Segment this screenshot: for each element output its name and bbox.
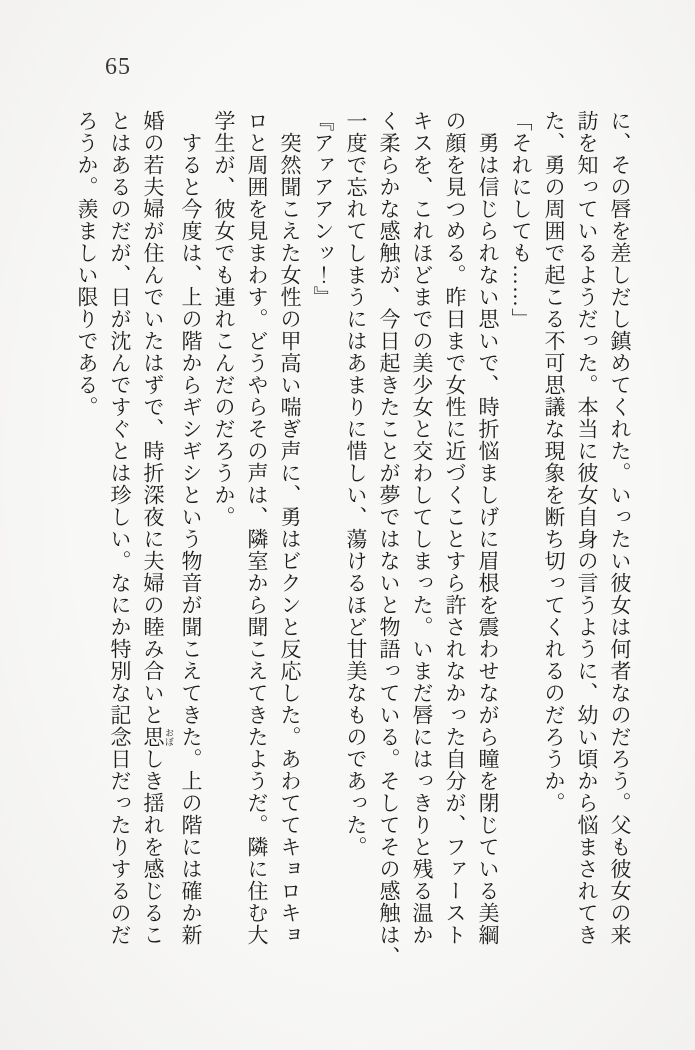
text-line: 勇は信じられない思いで、時折悩ましげに眉根を震わせながら瞳を閉じている美綱 [476,110,500,946]
text-line: 学生が、彼女でも連れこんだのだろうか。 [212,110,236,528]
text-line: の顔を見つめる。昨日まで女性に近づくことすら許されなかった自分が、ファースト [443,110,467,946]
text-line: 「それにしても……」 [509,110,533,330]
text-line: 婚の若夫婦が住んでいたはずで、時折深夜に夫婦の睦み合いと思 おぼしき揺れを感じるこ [141,110,174,946]
text-line: すると今度は、上の階からギシギシという物音が聞こえてきた。上の階には確か新 [179,110,203,946]
text-line: ロと周囲を見まわす。どうやらその声は、隣室から聞こえてきたようだ。隣に住む大 [245,110,269,946]
text-line: た、勇の周囲で起こる不可思議な現象を断ち切ってくれるのだろうか。 [542,110,566,814]
text-line: に、その唇を差しだし鎮めてくれた。いったい彼女は何者なのだろう。父も彼女の来 [608,110,632,946]
page-text [70,110,636,968]
text-line: とはあるのだが、日が沈んですぐとは珍しい。なにか特別な記念日だったりするのだ [108,110,132,946]
text-line: 突然聞こえた女性の甲高い喘ぎ声に、勇はビクンと反応した。あわててキョロキョ [278,110,302,946]
text-line: 訪を知っているようだった。本当に彼女自身の言うように、幼い頃から悩まされてき [575,110,599,946]
text-line: く柔らかな感触が、今日起きたことが夢ではないと物語っている。そしてその感触は、 [377,110,401,968]
furigana-ruby: 思 おぼ [141,726,174,748]
page-number: 65 [105,54,131,80]
text-line: 一度で忘れてしまうにはあまりに惜しい、蕩けるほど甘美なものであった。 [344,110,368,858]
text-line: キスを、これほどまでの美少女と交わしてしまった。いまだ唇にはっきりと残る温か [410,110,434,946]
text-line: ろうか。羨ましい限りである。 [75,110,99,418]
text-line: 『アァアアンッ！』 [311,110,335,308]
